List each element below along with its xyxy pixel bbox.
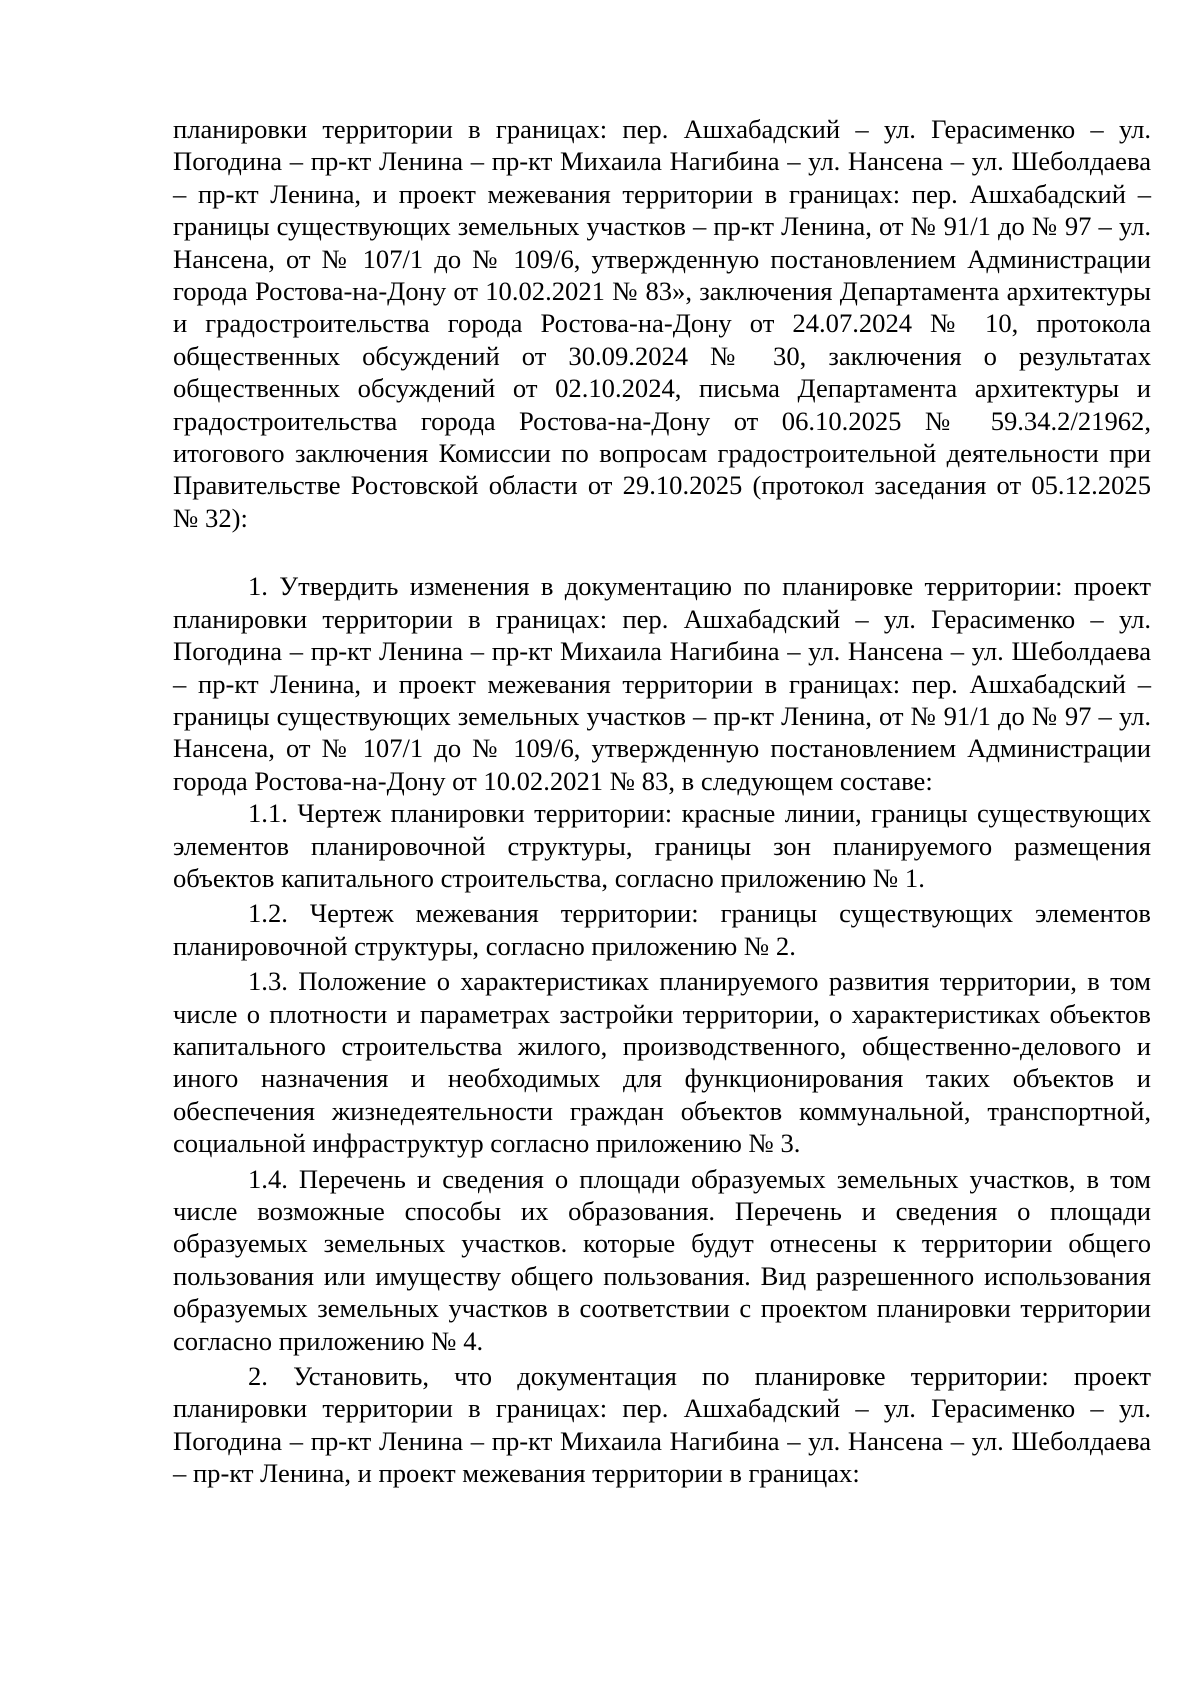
paragraph-1-3: 1.3. Положение о характеристиках планируемого развития территории, в том числе о плотности и параметрах застройки территории, о характеристиках объектов капитального строительства жилого, производственного, общественно-делового и иного назначения и необходимых для функционирования таких объектов и обеспечения жизнедеятельности граждан объектов коммунальной, транспортной, социальной инфраструктур согласно приложению № 3. xyxy=(173,966,1151,1159)
paragraph-1-1: 1.1. Чертеж планировки территории: красные линии, границы существующих элементов планировочной структуры, границы зон планируемого размещения объектов капитального строительства, согласно приложению № 1. xyxy=(173,798,1151,893)
document-page xyxy=(173,113,1151,1490)
paragraph-1-4: 1.4. Перечень и сведения о площади образуемых земельных участков, в том числе возможные способы их образования. Перечень и сведения о площади образуемых земельных участков. которые будут отнесены к территории общего пользования или имуществу общего пользования. Вид разрешенного использования образуемых земельных участков в соответствии с проектом планировки территории согласно приложению № 4. xyxy=(173,1163,1151,1356)
intro-paragraph: планировки территории в границах: пер. Ашхабадский – ул. Герасименко – ул. Погодина – пр-кт Ленина – пр-кт Михаила Нагибина – ул. Нансена – ул. Шеболдаева – пр-кт Ленина, и проект межевания территории в границах: пер. Ашхабадский – границы существующих земельных участков – пр-кт Ленина, от № 91/1 до № 97 – ул. Нансена, от № 107/1 до № 109/6, утвержденную постановлением Администрации города Ростова-на-Дону от 10.02.2021 № 83», заключения Департамента архитектуры и градостроительства города Ростова-на-Дону от 24.07.2024 № 10, протокола общественных обсуждений от 30.09.2024 № 30, заключения о результатах общественных обсуждений от 02.10.2024, письма Департамента архитектуры и градостроительства города Ростова-на-Дону от 06.10.2025 № 59.34.2/21962, итогового заключения Комиссии по вопросам градостроительной деятельности при Правительстве Ростовской области от 29.10.2025 (протокол заседания от 05.12.2025 № 32): xyxy=(173,114,1151,533)
paragraph-1: 1. Утвердить изменения в документацию по планировке территории: проект планировки территории в границах: пер. Ашхабадский – ул. Герасименко – ул. Погодина – пр-кт Ленина – пр-кт Михаила Нагибина – ул. Нансена – ул. Шеболдаева – пр-кт Ленина, и проект межевания территории в границах: пер. Ашхабадский – границы существующих земельных участков – пр-кт Ленина, от № 91/1 до № 97 – ул. Нансена, от № 107/1 до № 109/6, утвержденную постановлением Администрации города Ростова-на-Дону от 10.02.2021 № 83, в следующем составе: xyxy=(173,571,1151,796)
paragraph-1-2: 1.2. Чертеж межевания территории: границы существующих элементов планировочной структуры, согласно приложению № 2. xyxy=(173,898,1151,961)
paragraph-2: 2. Установить, что документация по планировке территории: проект планировки территории в границах: пер. Ашхабадский – ул. Герасименко – ул. Погодина – пр-кт Ленина – пр-кт Михаила Нагибина – ул. Нансена – ул. Шеболдаева – пр-кт Ленина, и проект межевания территории в границах: xyxy=(173,1361,1151,1489)
